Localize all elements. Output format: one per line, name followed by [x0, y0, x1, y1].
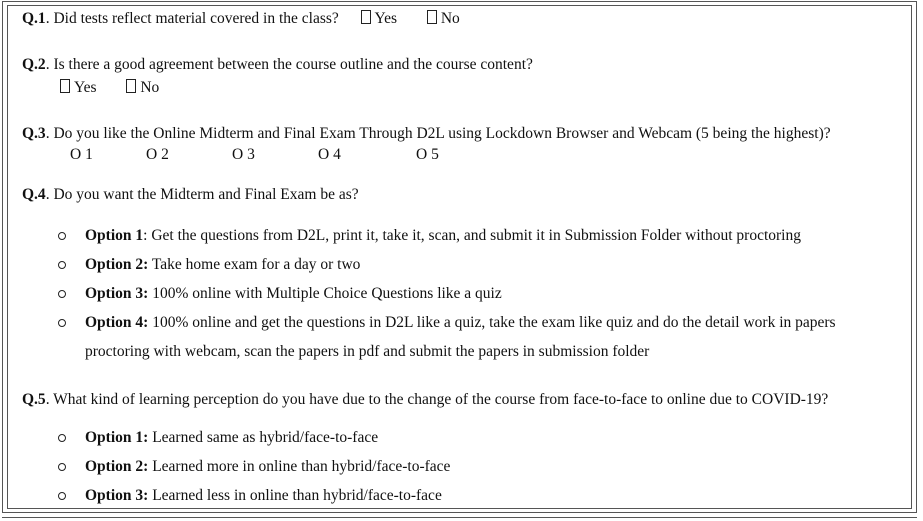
- q2-number: Q.2: [22, 56, 46, 73]
- q4-option-3-bullet-icon[interactable]: [58, 290, 66, 298]
- q5-option-3-bullet-icon[interactable]: [58, 492, 66, 500]
- q5-option-3: [85, 487, 442, 505]
- q4-option-4-bullet-icon[interactable]: [58, 319, 66, 327]
- q4-option-2-text: Take home exam for a day or two: [148, 256, 361, 273]
- q4-option-2: [85, 256, 360, 274]
- q2-yes-checkbox[interactable]: [60, 79, 70, 93]
- q3-number: Q.3: [22, 125, 46, 142]
- q4-option-1: [85, 227, 801, 245]
- q5-option-1: [85, 429, 378, 447]
- q2-no-checkbox[interactable]: [126, 79, 136, 93]
- q5-option-2-bullet-icon[interactable]: [58, 463, 66, 471]
- q1-yes-choice[interactable]: [361, 10, 398, 28]
- q2-no-label: No: [140, 79, 160, 96]
- q4-number: Q.4: [22, 186, 46, 203]
- q4-option-4: [85, 314, 836, 332]
- q3-rating-5[interactable]: O 5: [416, 146, 439, 163]
- bottom-rule: [2, 517, 917, 518]
- q4-option-3: [85, 285, 502, 303]
- q4-option-2-label: Option 2:: [85, 256, 149, 273]
- q4-option-4-text: 100% online and get the questions in D2L like a quiz, take the exam like quiz and do the detail work in papers: [148, 314, 836, 331]
- q4-line: [22, 186, 359, 204]
- q2-choices: [60, 79, 159, 97]
- q5-line: [22, 391, 828, 409]
- q4-option-1-text: : Get the questions from D2L, print it, take it, scan, and submit it in Submission Folder without proctoring: [143, 227, 801, 244]
- q3-line: [22, 125, 831, 143]
- q4-option-3-label: Option 3:: [85, 285, 149, 302]
- q3-rating-1[interactable]: O 1: [70, 146, 93, 163]
- q3-rating-2[interactable]: O 2: [146, 146, 169, 163]
- q5-option-3-label: Option 3:: [85, 487, 149, 504]
- q1-number: Q.1: [22, 10, 46, 27]
- q1-line: [22, 10, 460, 28]
- q2-no-choice[interactable]: [126, 79, 159, 97]
- q4-option-2-bullet-icon[interactable]: [58, 261, 66, 269]
- q1-no-label: No: [440, 10, 460, 27]
- q5-option-1-label: Option 1:: [85, 429, 149, 446]
- q1-text: . Did tests reflect material covered in the class?: [45, 10, 339, 27]
- q4-option-4-label: Option 4:: [85, 314, 149, 331]
- q4-option-4-continued: proctoring with webcam, scan the papers in pdf and submit the papers in submission folder: [85, 343, 650, 360]
- q1-yes-checkbox[interactable]: [361, 10, 371, 24]
- q2-yes-label: Yes: [74, 79, 97, 96]
- q3-text: . Do you like the Online Midterm and Final Exam Through D2L using Lockdown Browser and Webcam (5 being the highest)?: [45, 125, 831, 142]
- q1-yes-label: Yes: [374, 10, 398, 27]
- q5-option-2-label: Option 2:: [85, 458, 149, 475]
- q4-option-1-label: Option 1: [85, 227, 144, 244]
- q5-option-1-text: Learned same as hybrid/face-to-face: [148, 429, 379, 446]
- q3-rating-4[interactable]: O 4: [318, 146, 341, 163]
- q5-option-3-text: Learned less in online than hybrid/face-to-face: [148, 487, 442, 504]
- q2-text: . Is there a good agreement between the course outline and the course content?: [45, 56, 533, 73]
- q5-number: Q.5: [22, 391, 46, 408]
- q1-no-choice[interactable]: [427, 10, 460, 28]
- q2-line: [22, 56, 533, 74]
- q1-no-checkbox[interactable]: [427, 10, 437, 24]
- q4-option-1-bullet-icon[interactable]: [58, 232, 66, 240]
- q5-text: . What kind of learning perception do you have due to the change of the course from face-to-face to online due to COVID-19?: [45, 391, 829, 408]
- q4-text: . Do you want the Midterm and Final Exam be as?: [45, 186, 359, 203]
- q5-option-2-text: Learned more in online than hybrid/face-to-face: [148, 458, 451, 475]
- q5-option-2: [85, 458, 450, 476]
- q4-option-3-text: 100% online with Multiple Choice Questions like a quiz: [148, 285, 502, 302]
- q2-yes-choice[interactable]: [60, 79, 97, 97]
- q3-rating-3[interactable]: O 3: [232, 146, 255, 163]
- q5-option-1-bullet-icon[interactable]: [58, 434, 66, 442]
